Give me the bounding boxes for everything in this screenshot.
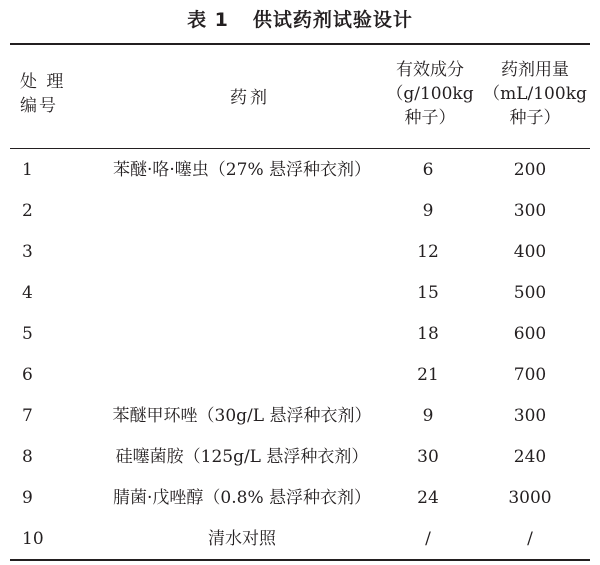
header-treatment-line-2: 编号	[20, 96, 58, 116]
cell-dosage: 400	[513, 242, 547, 262]
cell-agent: 苯醚甲环唑（30g/L 悬浮种衣剂）	[112, 406, 372, 426]
table-row	[10, 314, 590, 355]
cell-dosage: 300	[513, 406, 547, 426]
cell-dosage: 700	[513, 365, 547, 385]
cell-active: /	[425, 529, 431, 549]
cell-id: 8	[22, 447, 33, 467]
cell-active: 18	[417, 324, 439, 344]
bottom-rule	[10, 559, 590, 561]
header-dosage-line-3: 种子）	[509, 108, 561, 128]
table-caption: 供试药剂试验设计	[252, 9, 413, 31]
cell-dosage: 3000	[508, 488, 552, 508]
header-rule	[10, 148, 590, 149]
cell-agent: 腈菌·戊唑醇（0.8% 悬浮种衣剂）	[113, 488, 371, 508]
cell-id: 9	[22, 488, 33, 508]
cell-dosage: 240	[513, 447, 547, 467]
cell-id: 7	[22, 406, 33, 426]
cell-dosage: /	[527, 529, 533, 549]
table-row	[10, 273, 590, 314]
header-agent: 药剂	[230, 88, 270, 108]
cell-active: 21	[417, 365, 439, 385]
table-row	[10, 232, 590, 273]
cell-id: 1	[22, 160, 33, 180]
cell-active: 6	[422, 160, 434, 180]
cell-dosage: 200	[513, 160, 547, 180]
cell-active: 30	[417, 447, 439, 467]
cell-active: 24	[417, 488, 439, 508]
table-number: 表 1	[187, 9, 229, 31]
table-row	[10, 191, 590, 232]
cell-id: 3	[22, 242, 33, 262]
table-row	[10, 150, 590, 191]
cell-id: 6	[22, 365, 33, 385]
table-row	[10, 519, 590, 560]
cell-dosage: 300	[513, 201, 547, 221]
header-active-line-2: （g/100kg	[386, 84, 474, 104]
header-active-ingredient	[375, 58, 485, 130]
cell-dosage: 600	[513, 324, 547, 344]
cell-agent: 清水对照	[208, 529, 276, 549]
table-row	[10, 478, 590, 519]
header-active-line-1: 有效成分	[396, 60, 464, 80]
cell-id: 2	[22, 201, 33, 221]
cell-active: 15	[417, 283, 439, 303]
header-dosage-line-1: 药剂用量	[501, 60, 569, 80]
cell-id: 4	[22, 283, 33, 303]
table-row	[10, 437, 590, 478]
table-row	[10, 396, 590, 437]
cell-active: 9	[422, 406, 434, 426]
header-active-line-3: 种子）	[404, 108, 456, 128]
header-dosage	[480, 58, 590, 130]
table-row	[10, 355, 590, 396]
cell-active: 12	[417, 242, 439, 262]
cell-id: 10	[22, 529, 44, 549]
header-treatment-line-1: 处 理	[20, 72, 66, 92]
cell-id: 5	[22, 324, 33, 344]
cell-active: 9	[422, 201, 434, 221]
header-treatment-number	[20, 70, 80, 118]
cell-dosage: 500	[513, 283, 547, 303]
header-dosage-line-2: （mL/100kg	[483, 84, 587, 104]
cell-agent: 苯醚·咯·噻虫（27% 悬浮种衣剂）	[113, 160, 371, 180]
table-title	[0, 6, 600, 34]
top-rule	[10, 43, 590, 45]
cell-agent: 硅噻菌胺（125g/L 悬浮种衣剂）	[115, 447, 369, 467]
